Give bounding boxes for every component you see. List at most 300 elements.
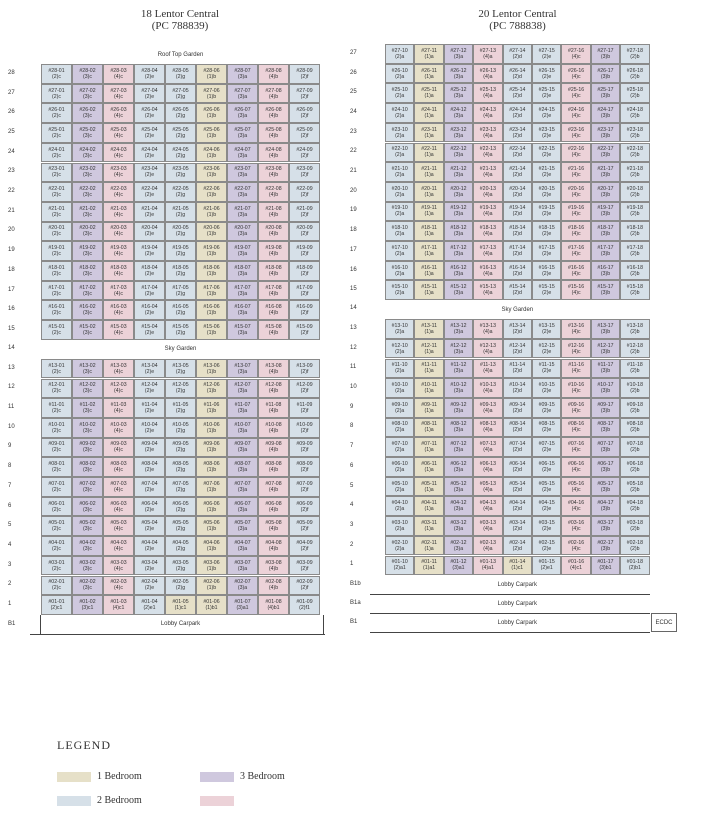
unit-type: (2)f <box>300 172 309 179</box>
unit-cell <box>414 143 443 163</box>
unit-number: #08-08 <box>265 461 282 468</box>
unit-number: #10-07 <box>234 421 251 428</box>
unit-type: (4)c <box>571 172 581 179</box>
unit-number: #16-09 <box>296 304 313 311</box>
unit-type: (4)c <box>114 231 123 238</box>
unit-cell <box>444 496 473 516</box>
unit-cell <box>289 163 320 183</box>
unit-number: #27-03 <box>110 87 127 94</box>
floor-label: 17 <box>350 246 357 253</box>
unit-cell <box>473 339 502 359</box>
unit-cell <box>561 64 590 84</box>
unit-cell <box>103 398 134 418</box>
unit-type: (2)c <box>52 172 61 179</box>
unit-number: #12-01 <box>48 382 65 389</box>
unit-number: #09-05 <box>172 441 189 448</box>
unit-type: (2)e <box>144 447 155 454</box>
unit-type: (2)c1 <box>50 605 63 612</box>
unit-number: #16-01 <box>48 304 65 311</box>
unit-type: (2)c <box>52 270 61 277</box>
unit-cell <box>561 83 590 103</box>
unit-number: #22-16 <box>568 146 585 153</box>
unit-number: #07-14 <box>509 441 526 448</box>
unit-number: #10-04 <box>141 421 158 428</box>
floor-label: 15 <box>8 325 15 332</box>
unit-cell <box>503 319 532 339</box>
unit-cell <box>165 516 196 536</box>
unit-type: (2)a <box>395 172 405 179</box>
unit-cell <box>165 103 196 123</box>
floor-label: 21 <box>350 168 357 175</box>
unit-type: (2)e <box>542 112 552 119</box>
unit-type: (3)c <box>83 447 92 454</box>
unit-type: (1)b <box>206 526 217 533</box>
unit-number: #15-14 <box>509 284 526 291</box>
unit-type: (4)c <box>114 526 123 533</box>
unit-cell <box>289 398 320 418</box>
unit-type: (4)a <box>483 152 493 159</box>
unit-number: #02-01 <box>48 579 65 586</box>
unit-type: (2)d <box>512 388 522 395</box>
unit-number: #27-01 <box>48 87 65 94</box>
unit-type: (2)g <box>175 211 186 218</box>
unit-type: (2)e <box>144 408 155 415</box>
unit-number: #19-11 <box>421 205 437 212</box>
unit-type: (2)g <box>175 506 186 513</box>
unit-type: (3)a <box>237 565 248 572</box>
unit-type: (2)e <box>144 290 155 297</box>
unit-number: #19-03 <box>110 245 127 252</box>
unit-number: #18-05 <box>172 264 189 271</box>
unit-number: #07-11 <box>421 441 437 448</box>
floor-label: 4 <box>350 502 354 509</box>
unit-cell <box>227 123 258 143</box>
unit-number: #05-16 <box>568 480 585 487</box>
unit-type: (1)a <box>424 270 434 277</box>
unit-number: #12-05 <box>172 382 189 389</box>
legend-label-3br: 3 Bedroom <box>240 771 285 782</box>
unit-number: #08-01 <box>48 461 65 468</box>
unit-number: #26-11 <box>421 67 437 74</box>
unit-cell <box>134 300 165 320</box>
unit-type: (2)e <box>144 270 155 277</box>
unit-cell <box>414 202 443 222</box>
unit-type: (3)c <box>83 270 92 277</box>
unit-cell <box>72 576 103 596</box>
unit-number: #06-09 <box>296 500 313 507</box>
unit-number: #13-16 <box>568 322 585 329</box>
unit-number: #11-06 <box>203 402 220 409</box>
unit-number: #16-14 <box>509 264 526 271</box>
unit-type: (4)b <box>268 192 279 199</box>
unit-number: #21-05 <box>172 205 189 212</box>
floor-label: 15 <box>350 286 357 293</box>
unit-number: #05-07 <box>234 520 251 527</box>
unit-type: (3)a <box>453 447 464 454</box>
unit-number: #19-17 <box>597 205 614 212</box>
unit-type: (3)c <box>83 132 92 139</box>
unit-number: #18-18 <box>626 225 643 232</box>
unit-number: #05-10 <box>391 480 408 487</box>
unit-number: #09-01 <box>48 441 65 448</box>
unit-type: (2)e <box>144 545 155 552</box>
unit-cell <box>41 379 72 399</box>
unit-number: #23-05 <box>172 166 189 173</box>
unit-number: #16-05 <box>172 304 189 311</box>
unit-type: (2)e <box>542 328 552 335</box>
right-building-title <box>385 8 650 32</box>
unit-cell <box>227 398 258 418</box>
unit-cell <box>591 457 620 477</box>
unit-type: (1)b <box>206 152 217 159</box>
unit-cell <box>103 516 134 536</box>
unit-number: #03-16 <box>568 519 585 526</box>
unit-number: #05-08 <box>265 520 282 527</box>
unit-cell <box>258 516 289 536</box>
unit-type: (3)b <box>600 172 611 179</box>
unit-type: (4)b1 <box>267 605 280 612</box>
unit-cell <box>620 437 649 457</box>
unit-number: #17-08 <box>265 284 282 291</box>
unit-cell <box>561 123 590 143</box>
unit-cell <box>196 182 227 202</box>
unit-cell <box>503 123 532 143</box>
unit-type: (4)c <box>571 250 581 257</box>
unit-number: #06-07 <box>234 500 251 507</box>
unit-cell <box>289 103 320 123</box>
unit-type: (4)c <box>114 486 123 493</box>
unit-cell <box>196 497 227 517</box>
unit-type: (2)b <box>630 211 640 218</box>
unit-type: (3)c <box>83 93 92 100</box>
unit-type: (2)d <box>512 172 522 179</box>
unit-type: (2)e1 <box>143 605 156 612</box>
floor-label: 6 <box>350 462 354 469</box>
unit-cell <box>561 241 590 261</box>
unit-cell <box>385 64 414 84</box>
unit-type: (2)f <box>300 310 309 317</box>
unit-type: (2)c <box>52 408 61 415</box>
unit-number: #19-10 <box>391 205 408 212</box>
unit-type: (2)d <box>512 191 522 198</box>
unit-cell <box>503 339 532 359</box>
left-building-name: 18 Lentor Central <box>140 8 220 20</box>
unit-type: (4)c <box>114 329 123 336</box>
unit-cell <box>473 64 502 84</box>
unit-number: #01-15 <box>538 559 555 566</box>
unit-number: #08-07 <box>234 461 251 468</box>
unit-number: #07-12 <box>450 441 467 448</box>
unit-cell <box>561 457 590 477</box>
unit-cell <box>103 418 134 438</box>
unit-number: #10-06 <box>203 421 220 428</box>
unit-number: #24-10 <box>391 106 408 113</box>
unit-type: (2)b <box>630 486 640 493</box>
unit-type: (1)a <box>424 152 434 159</box>
unit-number: #20-02 <box>79 225 96 232</box>
unit-type: (4)c <box>114 192 123 199</box>
unit-number: #28-02 <box>79 67 96 74</box>
unit-number: #23-11 <box>421 126 437 133</box>
unit-cell <box>41 536 72 556</box>
unit-number: #24-01 <box>48 146 65 153</box>
unit-cell <box>532 457 561 477</box>
unit-type: (2)b <box>630 388 640 395</box>
unit-number: #04-06 <box>203 539 220 546</box>
unit-type: (2)c <box>52 290 61 297</box>
unit-type: (1)b <box>206 408 217 415</box>
unit-number: #28-05 <box>172 67 189 74</box>
unit-cell <box>72 84 103 104</box>
unit-type: (2)e <box>542 152 552 159</box>
unit-cell <box>444 221 473 241</box>
unit-cell <box>289 516 320 536</box>
unit-cell <box>227 281 258 301</box>
unit-type: (4)b <box>268 211 279 218</box>
unit-number: #01-14 <box>509 559 526 566</box>
unit-number: #09-15 <box>538 401 555 408</box>
unit-type: (3)a <box>237 172 248 179</box>
unit-type: (2)d <box>512 427 522 434</box>
unit-type: (1)a <box>424 466 434 473</box>
unit-type: (4)c <box>571 191 581 198</box>
unit-number: #27-17 <box>597 47 614 54</box>
floor-label: 13 <box>350 324 357 331</box>
unit-number: #06-17 <box>597 460 614 467</box>
unit-cell <box>473 241 502 261</box>
unit-number: #18-08 <box>265 264 282 271</box>
unit-type: (3)a <box>453 231 464 238</box>
unit-number: #13-14 <box>509 322 526 329</box>
unit-number: #06-04 <box>141 500 158 507</box>
sky-garden-label: Sky Garden <box>501 306 534 313</box>
unit-number: #26-09 <box>296 107 313 114</box>
unit-type: (1)b <box>206 388 217 395</box>
unit-number: #11-02 <box>79 402 96 409</box>
floor-label: 23 <box>8 168 15 175</box>
unit-type: (2)d <box>512 447 522 454</box>
unit-type: (3)a <box>237 329 248 336</box>
unit-type: (2)c <box>52 192 61 199</box>
unit-number: #15-18 <box>626 284 643 291</box>
unit-cell <box>561 143 590 163</box>
unit-cell <box>289 182 320 202</box>
unit-number: #21-18 <box>626 166 643 173</box>
unit-type: (2)c <box>52 329 61 336</box>
unit-type: (2)e <box>144 310 155 317</box>
unit-type: (3)c <box>83 526 92 533</box>
unit-number: #21-13 <box>479 166 496 173</box>
unit-cell <box>134 202 165 222</box>
unit-type: (3)b <box>600 112 611 119</box>
unit-cell <box>165 457 196 477</box>
unit-cell <box>196 379 227 399</box>
unit-type: (4)b <box>268 329 279 336</box>
unit-number: #15-10 <box>391 284 408 291</box>
unit-number: #10-12 <box>450 382 467 389</box>
floor-label: 13 <box>8 364 15 371</box>
unit-number: #24-14 <box>509 106 526 113</box>
unit-number: #23-08 <box>265 166 282 173</box>
legend-title: LEGEND <box>57 738 111 752</box>
unit-number: #08-17 <box>597 421 614 428</box>
unit-type: (2)a <box>395 407 405 414</box>
unit-type: (2)g <box>175 585 186 592</box>
unit-cell <box>385 123 414 143</box>
unit-number: #22-15 <box>538 146 555 153</box>
unit-cell <box>258 457 289 477</box>
unit-cell <box>503 162 532 182</box>
unit-type: (2)e <box>144 93 155 100</box>
unit-type: (3)c <box>83 251 92 258</box>
unit-number: #25-09 <box>296 126 313 133</box>
unit-type: (4)b <box>268 506 279 513</box>
unit-number: #26-14 <box>509 67 526 74</box>
unit-cell <box>165 123 196 143</box>
unit-cell <box>385 103 414 123</box>
unit-type: (2)c <box>52 251 61 258</box>
floor-label: 9 <box>350 403 354 410</box>
unit-cell <box>41 418 72 438</box>
unit-number: #15-07 <box>234 323 251 330</box>
unit-number: #26-08 <box>265 107 282 114</box>
unit-number: #01-04 <box>141 599 158 606</box>
unit-cell <box>444 536 473 556</box>
unit-cell <box>72 241 103 261</box>
unit-type: (3)a <box>237 113 248 120</box>
unit-type: (2)d <box>512 506 522 513</box>
floor-label: 12 <box>8 384 15 391</box>
unit-cell <box>444 339 473 359</box>
floor-label: 20 <box>350 187 357 194</box>
unit-cell <box>134 536 165 556</box>
unit-number: #02-05 <box>172 579 189 586</box>
unit-number: #02-12 <box>450 539 467 546</box>
unit-cell <box>227 379 258 399</box>
unit-number: #20-17 <box>597 185 614 192</box>
unit-type: (3)c <box>83 565 92 572</box>
unit-type: (2)c <box>52 132 61 139</box>
unit-number: #09-14 <box>509 401 526 408</box>
unit-type: (2)b <box>630 328 640 335</box>
unit-type: (2)d <box>512 328 522 335</box>
unit-type: (3)b <box>600 211 611 218</box>
unit-number: #13-15 <box>538 322 555 329</box>
unit-cell <box>72 281 103 301</box>
unit-type: (3)a <box>237 427 248 434</box>
unit-number: #12-06 <box>203 382 220 389</box>
unit-cell <box>503 261 532 281</box>
unit-cell <box>561 496 590 516</box>
unit-cell <box>258 241 289 261</box>
floor-label: 11 <box>350 364 357 371</box>
unit-type: (3)a <box>453 328 464 335</box>
unit-type: (4)c <box>571 525 581 532</box>
unit-cell <box>620 83 649 103</box>
unit-type: (2)e <box>542 427 552 434</box>
unit-cell <box>41 163 72 183</box>
unit-cell <box>103 379 134 399</box>
unit-number: #10-10 <box>391 382 408 389</box>
unit-number: #11-04 <box>141 402 158 409</box>
unit-type: (4)b <box>268 526 279 533</box>
unit-cell <box>72 595 103 615</box>
unit-type: (2)d <box>512 231 522 238</box>
unit-type: (4)a <box>483 545 493 552</box>
unit-cell <box>289 261 320 281</box>
unit-cell <box>165 398 196 418</box>
unit-cell <box>473 182 502 202</box>
floor-label: 11 <box>8 404 15 411</box>
unit-cell <box>103 241 134 261</box>
unit-number: #15-09 <box>296 323 313 330</box>
unit-cell <box>385 516 414 536</box>
unit-number: #17-11 <box>421 244 437 251</box>
unit-number: #05-05 <box>172 520 189 527</box>
unit-type: (2)c <box>52 585 61 592</box>
unit-type: (2)d <box>512 152 522 159</box>
unit-cell <box>72 163 103 183</box>
unit-cell <box>289 359 320 379</box>
unit-type: (3)c <box>83 231 92 238</box>
unit-type: (4)c <box>114 73 123 80</box>
unit-number: #04-12 <box>450 500 467 507</box>
unit-type: (2)b <box>630 152 640 159</box>
unit-type: (2)e <box>144 486 155 493</box>
unit-number: #17-14 <box>509 244 526 251</box>
unit-cell <box>227 536 258 556</box>
unit-type: (1)b <box>206 113 217 120</box>
unit-number: #16-07 <box>234 304 251 311</box>
unit-cell <box>258 595 289 615</box>
unit-type: (4)c <box>571 348 581 355</box>
unit-cell <box>258 379 289 399</box>
unit-cell <box>385 319 414 339</box>
unit-cell <box>532 123 561 143</box>
unit-number: #25-13 <box>479 87 496 94</box>
unit-type: (1)a1 <box>423 565 436 572</box>
unit-number: #25-16 <box>568 87 585 94</box>
unit-type: (2)d <box>512 486 522 493</box>
unit-type: (4)b <box>268 585 279 592</box>
unit-number: #02-14 <box>509 539 526 546</box>
unit-cell <box>72 516 103 536</box>
unit-cell <box>103 457 134 477</box>
unit-cell <box>41 359 72 379</box>
unit-type: (3)a <box>453 407 464 414</box>
unit-type: (3)a <box>237 152 248 159</box>
unit-cell <box>289 438 320 458</box>
unit-type: (3)a <box>237 467 248 474</box>
unit-number: #02-11 <box>421 539 437 546</box>
unit-number: #02-07 <box>234 579 251 586</box>
unit-cell <box>258 536 289 556</box>
unit-number: #22-05 <box>172 186 189 193</box>
unit-cell <box>532 280 561 300</box>
unit-type: (4)b <box>268 290 279 297</box>
unit-type: (2)e <box>144 526 155 533</box>
unit-type: (1)b <box>206 427 217 434</box>
unit-number: #24-04 <box>141 146 158 153</box>
unit-type: (2)e <box>144 192 155 199</box>
unit-type: (3)b <box>600 270 611 277</box>
unit-cell <box>473 202 502 222</box>
floor-label: 21 <box>8 207 15 214</box>
unit-type: (3)b <box>600 250 611 257</box>
unit-cell <box>503 516 532 536</box>
floor-label: 20 <box>8 227 15 234</box>
unit-type: (4)a <box>483 211 493 218</box>
